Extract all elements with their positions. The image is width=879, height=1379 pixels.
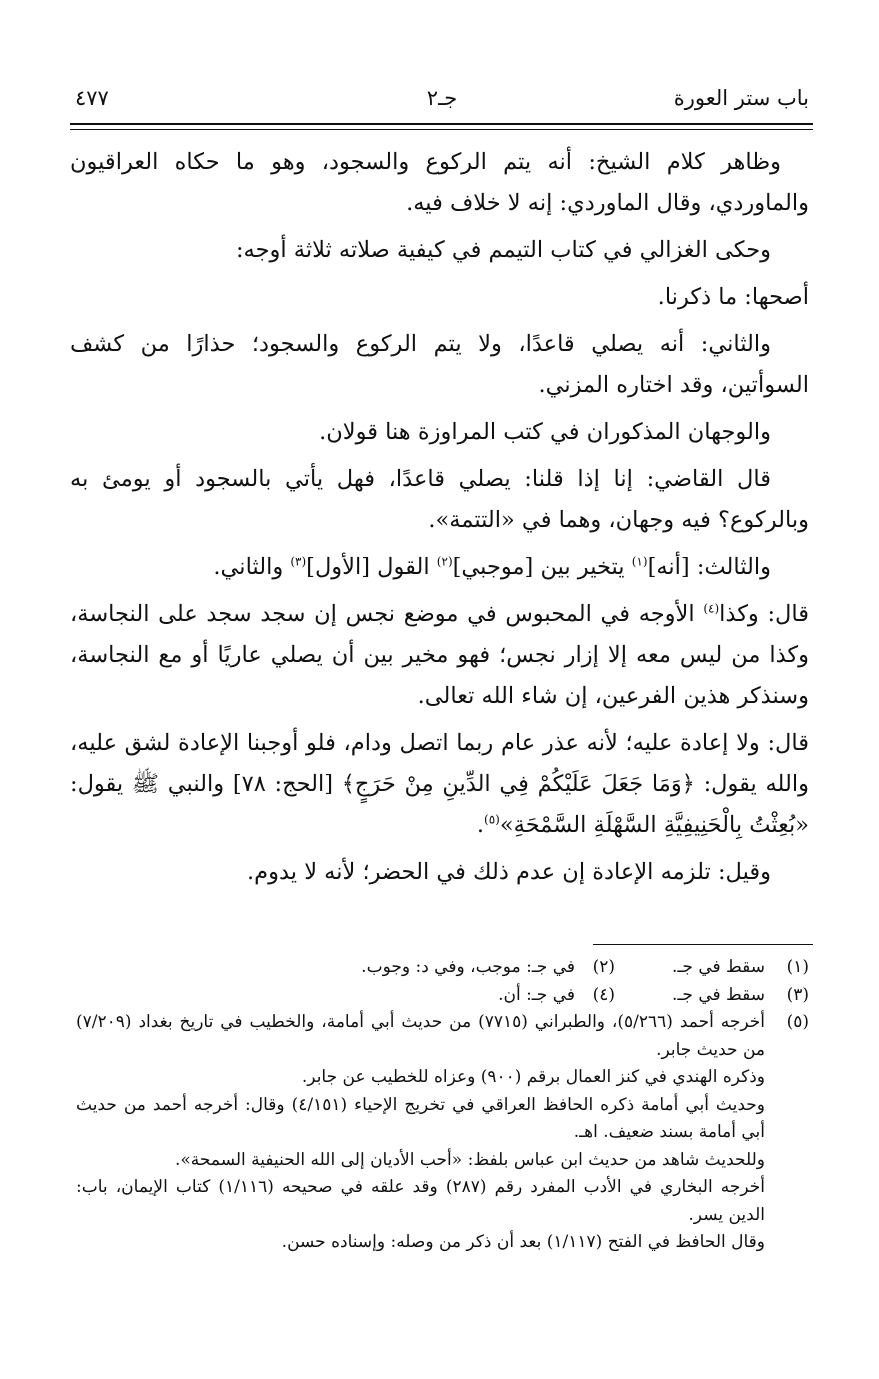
p9-part-b: . xyxy=(476,812,485,838)
footnote-5-text: أخرجه أحمد (٥/٢٦٦)، والطبراني (٧٧١٥) من حديث أبي أمامة، والخطيب في تاريخ بغداد (٧/٢٠٩) من حديث جابر. xyxy=(76,1012,765,1060)
footnote-3-number: (٣) xyxy=(786,984,809,1005)
paragraph-8 xyxy=(70,594,809,717)
p8-part-b: الأوجه في المحبوس في موضع نجس إن سجد سجد على النجاسة، وكذا من ليس معه إلا إزار نجس؛ فهو مخير بين أن يصلي عاريًا أو مع النجاسة، وسنذكر هذين الفرعين، إن شاء الله تعالى. xyxy=(70,601,809,709)
footnotes xyxy=(76,954,809,1257)
footnote-5-number: (٥) xyxy=(786,1012,809,1032)
paragraph-6: قال القاضي: إنا إذا قلنا: يصلي قاعدًا، فهل يأتي بالسجود أو يومئ به وبالركوع؟ فيه وجهان، وهما في «التتمة». xyxy=(70,466,809,533)
footnote-row-1-2 xyxy=(76,954,809,982)
footnote-row-3-4 xyxy=(76,982,809,1010)
paragraph-10: وقيل: تلزمه الإعادة إن عدم ذلك في الحضر؛ لأنه لا يدوم. xyxy=(247,859,771,885)
paragraph-7 xyxy=(70,547,809,588)
footnote-2-text: في جـ: موجب، وفي د: وجوب. xyxy=(361,957,575,977)
footnote-1-text: سقط في جـ. xyxy=(672,957,765,977)
main-text xyxy=(70,142,809,899)
p7-part-d: والثاني. xyxy=(213,554,291,580)
p7-part-a: والثالث: [أنه] xyxy=(647,554,771,580)
footnote-ref-5: (٥) xyxy=(484,812,500,827)
footnote-ref-4: (٤) xyxy=(703,601,720,616)
footnote-ref-1: (١) xyxy=(631,554,648,569)
running-header xyxy=(75,82,809,118)
paragraph-4: والثاني: أنه يصلي قاعدًا، ولا يتم الركوع والسجود؛ حذارًا من كشف السوأتين، وقد اختاره المزني. xyxy=(70,331,809,398)
footnote-5-para-4: وللحديث شاهد من حديث ابن عباس بلفظ: «أحب الأديان إلى الله الحنيفية السمحة». xyxy=(174,1149,765,1170)
footnote-2-number: (٢) xyxy=(592,957,615,977)
paragraph-2: وحكى الغزالي في كتاب التيمم في كيفية صلاته ثلاثة أوجه: xyxy=(235,237,771,263)
p8-part-a: قال: وكذا xyxy=(719,601,809,627)
footnote-5-para-3: وحديث أبي أمامة ذكره الحافظ العراقي في تخريج الإحياء (٤/١٥١) وقال: أخرجه أحمد من حديث أبي أمامة بسند ضعيف. اهـ. xyxy=(76,1094,765,1142)
paragraph-9 xyxy=(70,723,809,846)
paragraph-3: أصحها: ما ذكرنا. xyxy=(657,284,809,310)
p7-part-b: يتخير بين [موجبي] xyxy=(452,554,632,580)
page-number: ٤٧٧ xyxy=(75,86,109,110)
header-rule-thin xyxy=(70,129,813,130)
footnote-4-number: (٤) xyxy=(592,984,615,1005)
footnote-5-body xyxy=(76,1009,765,1257)
footnote-5-para-5: أخرجه البخاري في الأدب المفرد رقم (٢٨٧) وقد علقه في صحيحه (١/١١٦) كتاب الإيمان، باب: الدين يسر. xyxy=(76,1177,765,1225)
footnote-5-para-6: وقال الحافظ في الفتح (١/١١٧) بعد أن ذكر من وصله: وإسناده حسن. xyxy=(281,1232,765,1252)
paragraph-5: والوجهان المذكوران في كتب المراوزة هنا قولان. xyxy=(319,419,771,445)
chapter-title: باب ستر العورة xyxy=(673,86,809,110)
footnote-5 xyxy=(76,1009,809,1257)
volume-label: جـ٢ xyxy=(426,86,458,110)
header-rule-thick xyxy=(70,123,813,125)
p7-part-c: القول [الأول] xyxy=(306,554,437,580)
footnote-ref-2: (٢) xyxy=(436,554,453,569)
footnote-3-text: سقط في جـ. xyxy=(672,984,765,1005)
footnote-5-para-2: وذكره الهندي في كنز العمال برقم (٩٠٠) وعزاه للخطيب عن جابر. xyxy=(301,1067,765,1087)
footnote-ref-3: (٣) xyxy=(290,554,307,569)
p9-part-a: قال: ولا إعادة عليه؛ لأنه عذر عام ربما اتصل ودام، فلو أوجبنا الإعادة لشق عليه، والله يقول: ﴿وَمَا جَعَلَ عَلَيْكُمْ فِي الدِّينِ مِنْ حَرَجٍ﴾ [الحج: ٧٨] والنبي ﷺ يقول: «بُعِثْتُ بِالْحَنِيفِيَّةِ السَّهْلَةِ السَّمْحَةِ» xyxy=(70,730,809,838)
footnote-1-number: (١) xyxy=(786,957,809,977)
paragraph-1: وظاهر كلام الشيخ: أنه يتم الركوع والسجود، وهو ما حكاه العراقيون والماوردي، وقال الماوردي: إنه لا خلاف فيه. xyxy=(70,149,809,216)
footnote-separator xyxy=(593,944,813,945)
footnote-4-text: في جـ: أن. xyxy=(498,984,575,1005)
